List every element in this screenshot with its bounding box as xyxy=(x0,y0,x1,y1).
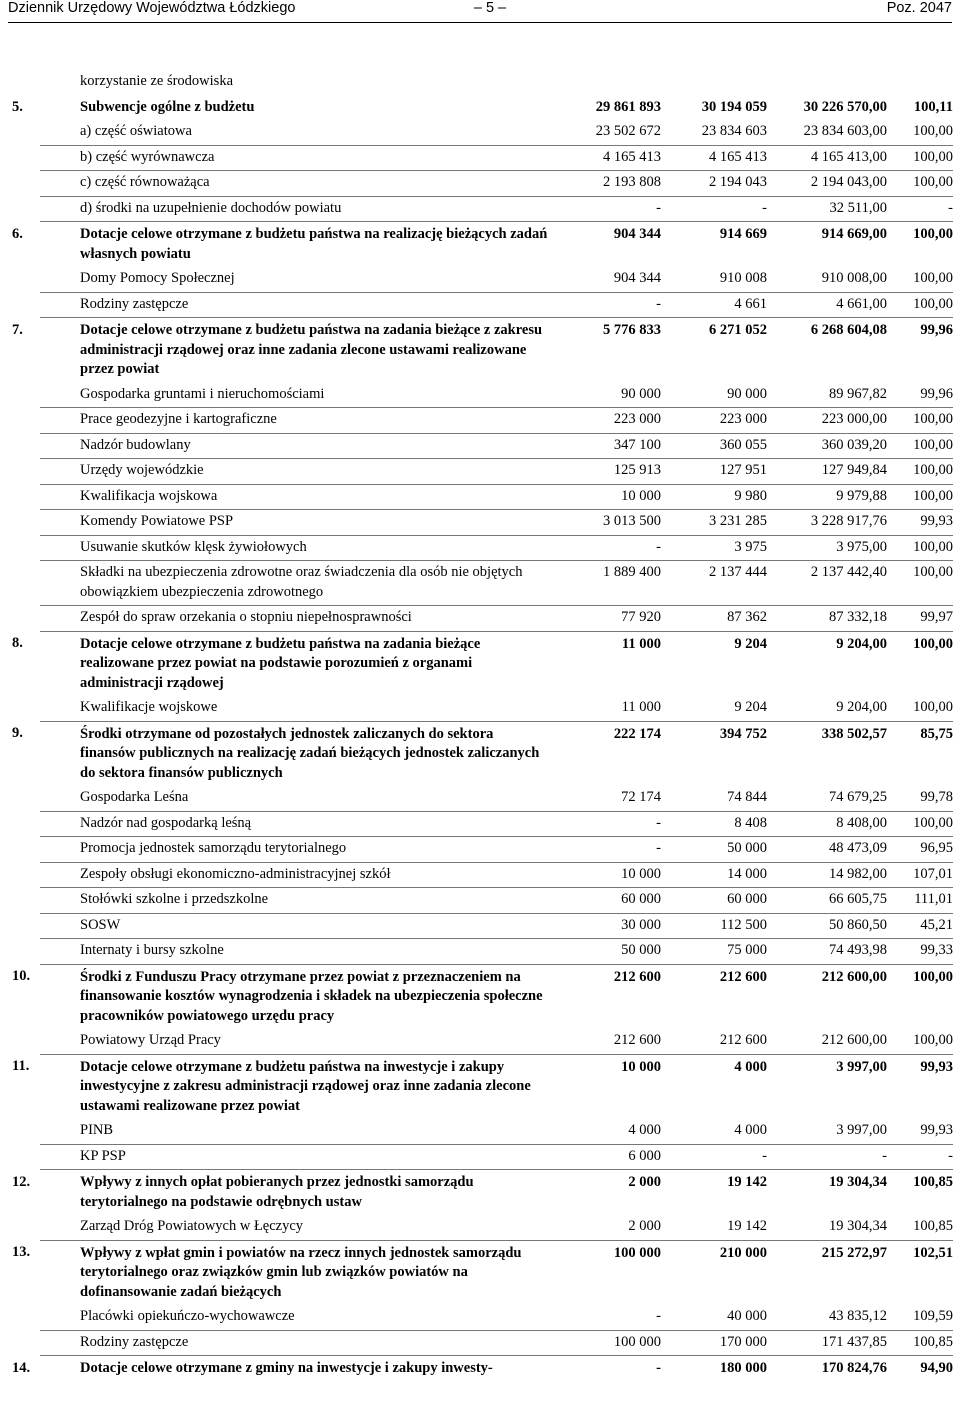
table-row xyxy=(6,811,953,837)
execution-value: 9 204,00 xyxy=(836,635,887,652)
updated-plan-value: 50 000 xyxy=(661,837,767,863)
plan-value: 10 000 xyxy=(551,484,661,510)
plan-value: 4 000 xyxy=(551,1119,661,1144)
percent-value: 109,59 xyxy=(887,1305,953,1330)
percent-value: 45,21 xyxy=(887,913,953,939)
plan-value: 23 502 672 xyxy=(551,120,661,145)
income-table-body xyxy=(6,70,953,1382)
percent-value: 100,00 xyxy=(887,267,953,292)
row-number: 11. xyxy=(12,1058,30,1074)
row-number xyxy=(6,510,40,536)
row-number: 14. xyxy=(12,1359,31,1376)
updated-plan-value: 14 000 xyxy=(661,862,767,888)
execution-value: 910 008,00 xyxy=(767,267,887,292)
row-number xyxy=(6,1305,40,1330)
table-row xyxy=(6,1305,953,1330)
plan-value: 125 913 xyxy=(551,459,661,485)
updated-plan-value: 4 165 413 xyxy=(661,145,767,171)
row-description: Stołówki szkolne i przedszkolne xyxy=(40,888,551,914)
section-row xyxy=(6,318,953,383)
updated-plan-value: 74 844 xyxy=(661,786,767,811)
section-row xyxy=(6,1054,953,1119)
row-number xyxy=(6,1215,40,1240)
section-row xyxy=(6,95,953,121)
percent-value: 100,00 xyxy=(887,120,953,145)
plan-value: 11 000 xyxy=(621,635,661,652)
row-description: Rodziny zastępcze xyxy=(40,1330,551,1356)
percent-value: 96,95 xyxy=(887,837,953,863)
percent-value: 100,11 xyxy=(913,98,953,115)
updated-plan-value: 3 975 xyxy=(661,535,767,561)
execution-value: 6 268 604,08 xyxy=(810,322,887,338)
row-description: Dotacje celowe otrzymane z budżetu państwa na realizację bieżących zadań własnych powiatu xyxy=(80,226,548,262)
section-row xyxy=(6,721,953,786)
plan-value: 212 600 xyxy=(551,1029,661,1054)
row-number xyxy=(6,1029,40,1054)
row-description: Rodziny zastępcze xyxy=(40,292,551,318)
table-row xyxy=(6,837,953,863)
row-description: Nadzór nad gospodarką leśną xyxy=(40,811,551,837)
updated-plan-value: - xyxy=(661,196,767,222)
table-row xyxy=(6,292,953,318)
updated-plan-value: 87 362 xyxy=(661,606,767,632)
execution-value: 914 669,00 xyxy=(821,226,887,242)
updated-plan-value: 212 600 xyxy=(661,1029,767,1054)
table-row xyxy=(6,1119,953,1144)
document-body xyxy=(0,70,960,1382)
table-row xyxy=(6,120,953,145)
execution-value: 8 408,00 xyxy=(767,811,887,837)
plan-value: 60 000 xyxy=(551,888,661,914)
percent-value: - xyxy=(887,196,953,222)
table-row xyxy=(6,196,953,222)
table-row xyxy=(6,1330,953,1356)
execution-value: 23 834 603,00 xyxy=(767,120,887,145)
percent-value: 99,96 xyxy=(920,322,953,338)
row-description: Dotacje celowe otrzymane z budżetu państwa na zadania bieżące realizowane przez powiat na podstawie porozumień z organami administracji rządowej xyxy=(80,635,481,691)
percent-value: 99,93 xyxy=(887,510,953,536)
row-description: Subwencje ogólne z budżetu xyxy=(80,98,255,115)
table-row xyxy=(6,408,953,434)
table-row xyxy=(6,171,953,197)
table-row xyxy=(6,459,953,485)
section-row xyxy=(6,1170,953,1216)
execution-value: 74 493,98 xyxy=(767,939,887,965)
row-number xyxy=(6,1330,40,1356)
row-number: 8. xyxy=(12,635,23,651)
plan-value: 30 000 xyxy=(551,913,661,939)
execution-value: 3 997,00 xyxy=(767,1119,887,1144)
table-row xyxy=(6,561,953,606)
row-number: 5. xyxy=(12,98,23,115)
table-row xyxy=(6,267,953,292)
row-description: Wpływy z wpłat gmin i powiatów na rzecz innych jednostek samorządu terytorialnego oraz związków gmin lub związków powiatów na dofinansowanie zadań bieżących xyxy=(80,1244,522,1300)
row-number xyxy=(6,913,40,939)
percent-value: 100,00 xyxy=(913,226,953,242)
percent-value: 99,96 xyxy=(887,383,953,408)
row-number xyxy=(6,837,40,863)
percent-value: 100,00 xyxy=(887,696,953,721)
table-row xyxy=(6,1144,953,1170)
updated-plan-value: 40 000 xyxy=(661,1305,767,1330)
row-number xyxy=(6,484,40,510)
updated-plan-value: 180 000 xyxy=(719,1360,767,1376)
plan-value: 100 000 xyxy=(613,1244,661,1261)
execution-value: 223 000,00 xyxy=(767,408,887,434)
percent-value: 100,85 xyxy=(887,1215,953,1240)
row-number xyxy=(6,696,40,721)
row-number xyxy=(6,786,40,811)
updated-plan-value: 212 600 xyxy=(719,968,767,985)
page-header xyxy=(8,0,952,23)
row-description: Dotacje celowe otrzymane z gminy na inwestycje i zakupy inwesty- xyxy=(80,1360,493,1376)
row-description: c) część równoważąca xyxy=(40,171,551,197)
percent-value: 100,85 xyxy=(913,1174,953,1190)
percent-value: 107,01 xyxy=(887,862,953,888)
updated-plan-value: 2 194 043 xyxy=(661,171,767,197)
percent-value: 100,00 xyxy=(887,811,953,837)
execution-value: 43 835,12 xyxy=(767,1305,887,1330)
updated-plan-value: 3 231 285 xyxy=(661,510,767,536)
row-number: 13. xyxy=(12,1244,31,1260)
table-row xyxy=(6,433,953,459)
updated-plan-value: 4 000 xyxy=(734,1058,767,1075)
execution-value: 30 226 570,00 xyxy=(803,98,887,115)
row-number: 7. xyxy=(12,321,23,338)
updated-plan-value: 2 137 444 xyxy=(661,561,767,606)
execution-value: 74 679,25 xyxy=(767,786,887,811)
execution-value: 3 997,00 xyxy=(836,1058,887,1075)
updated-plan-value: 112 500 xyxy=(661,913,767,939)
row-number xyxy=(6,862,40,888)
table-row xyxy=(6,862,953,888)
row-number xyxy=(6,196,40,222)
table-row xyxy=(6,535,953,561)
plan-value: 904 344 xyxy=(551,267,661,292)
plan-value: - xyxy=(551,292,661,318)
row-description: KP PSP xyxy=(40,1144,551,1170)
plan-value: 223 000 xyxy=(551,408,661,434)
plan-value: 5 776 833 xyxy=(603,322,661,338)
section-row xyxy=(6,964,953,1029)
execution-value: 14 982,00 xyxy=(767,862,887,888)
updated-plan-value: 23 834 603 xyxy=(661,120,767,145)
plan-value: - xyxy=(656,1360,661,1376)
plan-value: - xyxy=(551,196,661,222)
row-description: Środki otrzymane od pozostałych jednostek zaliczanych do sektora finansów publicznych na realizację zadań bieżących jednostek zaliczanych do sektora finansów publicznych xyxy=(80,725,540,781)
table-row xyxy=(6,696,953,721)
row-number xyxy=(6,939,40,965)
table-row xyxy=(6,913,953,939)
percent-value: 100,00 xyxy=(887,433,953,459)
percent-value: 100,00 xyxy=(887,535,953,561)
plan-value: - xyxy=(551,811,661,837)
plan-value: 90 000 xyxy=(551,383,661,408)
row-description: SOSW xyxy=(40,913,551,939)
row-description: Zarząd Dróg Powiatowych w Łęczycy xyxy=(40,1215,551,1240)
plan-value: - xyxy=(551,837,661,863)
row-description: Dotacje celowe otrzymane z budżetu państwa na inwestycje i zakupy inwestycyjne z zakresu administracji rządowej oraz inne zadania zlecone ustawami realizowane przez powiat xyxy=(80,1058,531,1114)
table-row xyxy=(6,510,953,536)
percent-value: 99,33 xyxy=(887,939,953,965)
row-number xyxy=(6,561,40,606)
row-description: Zespół do spraw orzekania o stopniu niepełnosprawności xyxy=(40,606,551,632)
execution-value: 9 204,00 xyxy=(767,696,887,721)
row-number xyxy=(6,383,40,408)
percent-value: 100,00 xyxy=(887,171,953,197)
execution-value: 2 194 043,00 xyxy=(767,171,887,197)
execution-value: 4 661,00 xyxy=(767,292,887,318)
updated-plan-value: 394 752 xyxy=(719,725,767,742)
updated-plan-value: 90 000 xyxy=(661,383,767,408)
execution-value: 4 165 413,00 xyxy=(767,145,887,171)
execution-value: 32 511,00 xyxy=(767,196,887,222)
plan-value: 50 000 xyxy=(551,939,661,965)
row-number xyxy=(6,408,40,434)
plan-value: 222 174 xyxy=(613,725,661,742)
section-row xyxy=(6,1240,953,1305)
row-description: Gospodarka gruntami i nieruchomościami xyxy=(40,383,551,408)
table-row xyxy=(6,1215,953,1240)
plan-value: 10 000 xyxy=(621,1058,661,1075)
section-row xyxy=(6,631,953,696)
plan-value: 1 889 400 xyxy=(551,561,661,606)
execution-value: 19 304,34 xyxy=(829,1174,887,1190)
plan-value: 2 000 xyxy=(551,1215,661,1240)
income-table xyxy=(6,70,953,1382)
row-number: 9. xyxy=(12,725,23,741)
row-description: Wpływy z innych opłat pobieranych przez jednostki samorządu terytorialnego na podstawie odrębnych ustaw xyxy=(80,1174,474,1210)
row-description: Komendy Powiatowe PSP xyxy=(40,510,551,536)
row-number xyxy=(6,433,40,459)
row-number xyxy=(6,145,40,171)
plan-value: 100 000 xyxy=(551,1330,661,1356)
percent-value: 100,00 xyxy=(887,561,953,606)
execution-value: 48 473,09 xyxy=(767,837,887,863)
plan-value: - xyxy=(551,1305,661,1330)
execution-value: 50 860,50 xyxy=(767,913,887,939)
percent-value: 99,93 xyxy=(887,1119,953,1144)
row-description: Kwalifikacja wojskowa xyxy=(40,484,551,510)
updated-plan-value: 127 951 xyxy=(661,459,767,485)
updated-plan-value: 914 669 xyxy=(719,226,767,242)
table-row xyxy=(6,786,953,811)
row-number xyxy=(6,811,40,837)
updated-plan-value: 19 142 xyxy=(727,1174,767,1190)
plan-value: 3 013 500 xyxy=(551,510,661,536)
row-description: Powiatowy Urząd Pracy xyxy=(40,1029,551,1054)
page-number: – 5 – xyxy=(473,0,507,16)
percent-value: 100,85 xyxy=(887,1330,953,1356)
continuation-text: korzystanie ze środowiska xyxy=(80,73,234,89)
row-description: Internaty i bursy szkolne xyxy=(40,939,551,965)
row-number xyxy=(6,888,40,914)
table-row xyxy=(6,606,953,632)
execution-value: 215 272,97 xyxy=(821,1244,887,1261)
row-description: Promocja jednostek samorządu terytorialnego xyxy=(40,837,551,863)
execution-value: 19 304,34 xyxy=(767,1215,887,1240)
section-row xyxy=(6,222,953,268)
row-description: Prace geodezyjne i kartograficzne xyxy=(40,408,551,434)
updated-plan-value: 910 008 xyxy=(661,267,767,292)
row-number xyxy=(6,1144,40,1170)
table-row xyxy=(6,939,953,965)
row-number xyxy=(6,292,40,318)
plan-value: 11 000 xyxy=(551,696,661,721)
row-description: Zespoły obsługi ekonomiczno-administracyjnej szkół xyxy=(40,862,551,888)
continuation-row xyxy=(6,70,953,95)
updated-plan-value: 9 204 xyxy=(661,696,767,721)
plan-value: 29 861 893 xyxy=(595,98,661,115)
updated-plan-value: 8 408 xyxy=(661,811,767,837)
row-number: 12. xyxy=(12,1173,31,1190)
percent-value: 100,00 xyxy=(913,635,953,652)
updated-plan-value: 19 142 xyxy=(661,1215,767,1240)
percent-value: 100,00 xyxy=(887,459,953,485)
position-number: Poz. 2047 xyxy=(886,0,952,16)
updated-plan-value: 4 661 xyxy=(661,292,767,318)
plan-value: 2 000 xyxy=(628,1174,661,1190)
percent-value: 100,00 xyxy=(887,408,953,434)
execution-value: 212 600,00 xyxy=(767,1029,887,1054)
plan-value: 347 100 xyxy=(551,433,661,459)
execution-value: 171 437,85 xyxy=(767,1330,887,1356)
row-description: PINB xyxy=(40,1119,551,1144)
execution-value: 3 228 917,76 xyxy=(767,510,887,536)
row-number xyxy=(6,535,40,561)
percent-value: 100,00 xyxy=(887,145,953,171)
row-description: Dotacje celowe otrzymane z budżetu państwa na zadania bieżące z zakresu administracji rządowej oraz inne zadania zlecone ustawami realizowane przez powiat xyxy=(80,322,543,377)
row-number xyxy=(6,267,40,292)
plan-value: 2 193 808 xyxy=(551,171,661,197)
execution-value: - xyxy=(767,1144,887,1170)
execution-value: 9 979,88 xyxy=(767,484,887,510)
updated-plan-value: 75 000 xyxy=(661,939,767,965)
execution-value: 3 975,00 xyxy=(767,535,887,561)
percent-value: 85,75 xyxy=(920,725,953,742)
row-description: Nadzór budowlany xyxy=(40,433,551,459)
percent-value: 100,00 xyxy=(887,292,953,318)
updated-plan-value: - xyxy=(661,1144,767,1170)
row-description: Gospodarka Leśna xyxy=(40,786,551,811)
row-description: Domy Pomocy Społecznej xyxy=(40,267,551,292)
row-description: d) środki na uzupełnienie dochodów powiatu xyxy=(40,196,551,222)
row-description: Składki na ubezpieczenia zdrowotne oraz świadczenia dla osób nie objętych obowiązkiem ubezpieczenia zdrowotnego xyxy=(40,561,551,606)
row-description: Placówki opiekuńczo-wychowawcze xyxy=(40,1305,551,1330)
percent-value: 94,90 xyxy=(920,1360,953,1376)
row-description: Urzędy wojewódzkie xyxy=(40,459,551,485)
plan-value: - xyxy=(551,535,661,561)
updated-plan-value: 9 204 xyxy=(734,635,767,652)
row-number xyxy=(6,606,40,632)
percent-value: 99,78 xyxy=(887,786,953,811)
updated-plan-value: 223 000 xyxy=(661,408,767,434)
percent-value: 102,51 xyxy=(913,1244,953,1261)
updated-plan-value: 360 055 xyxy=(661,433,767,459)
table-row xyxy=(6,1029,953,1054)
table-row xyxy=(6,145,953,171)
plan-value: 72 174 xyxy=(551,786,661,811)
percent-value: 100,00 xyxy=(887,484,953,510)
row-number xyxy=(6,171,40,197)
plan-value: 212 600 xyxy=(613,968,661,985)
updated-plan-value: 30 194 059 xyxy=(701,98,767,115)
percent-value: 100,00 xyxy=(887,1029,953,1054)
journal-title: Dziennik Urzędowy Województwa Łódzkiego xyxy=(8,0,296,16)
updated-plan-value: 4 000 xyxy=(661,1119,767,1144)
execution-value: 89 967,82 xyxy=(767,383,887,408)
percent-value: 99,97 xyxy=(887,606,953,632)
row-description: b) część wyrównawcza xyxy=(40,145,551,171)
row-number: 6. xyxy=(12,225,23,242)
updated-plan-value: 9 980 xyxy=(661,484,767,510)
plan-value: 4 165 413 xyxy=(551,145,661,171)
row-description: Usuwanie skutków klęsk żywiołowych xyxy=(40,535,551,561)
table-row xyxy=(6,383,953,408)
execution-value: 2 137 442,40 xyxy=(767,561,887,606)
updated-plan-value: 170 000 xyxy=(661,1330,767,1356)
execution-value: 338 502,57 xyxy=(821,725,887,742)
execution-value: 170 824,76 xyxy=(821,1360,887,1376)
percent-value: 100,00 xyxy=(913,968,953,985)
plan-value: 77 920 xyxy=(551,606,661,632)
row-description: a) część oświatowa xyxy=(40,120,551,145)
row-description: Środki z Funduszu Pracy otrzymane przez powiat z przeznaczeniem na finansowanie kosztów wynagrodzenia i składek na ubezpieczenia społeczne pracowników powiatowego urzędu pracy xyxy=(80,968,543,1024)
row-number: 10. xyxy=(12,968,31,984)
row-number xyxy=(6,459,40,485)
updated-plan-value: 210 000 xyxy=(719,1244,767,1261)
row-number xyxy=(6,1119,40,1144)
execution-value: 360 039,20 xyxy=(767,433,887,459)
table-row xyxy=(6,888,953,914)
updated-plan-value: 6 271 052 xyxy=(709,322,767,338)
row-description: Kwalifikacje wojskowe xyxy=(40,696,551,721)
percent-value: - xyxy=(887,1144,953,1170)
row-number xyxy=(6,120,40,145)
execution-value: 66 605,75 xyxy=(767,888,887,914)
execution-value: 87 332,18 xyxy=(767,606,887,632)
table-row xyxy=(6,484,953,510)
execution-value: 212 600,00 xyxy=(821,968,887,985)
percent-value: 99,93 xyxy=(920,1058,953,1075)
section-row xyxy=(6,1356,953,1382)
plan-value: 904 344 xyxy=(613,226,661,242)
plan-value: 6 000 xyxy=(551,1144,661,1170)
execution-value: 127 949,84 xyxy=(767,459,887,485)
percent-value: 111,01 xyxy=(887,888,953,914)
plan-value: 10 000 xyxy=(551,862,661,888)
updated-plan-value: 60 000 xyxy=(661,888,767,914)
